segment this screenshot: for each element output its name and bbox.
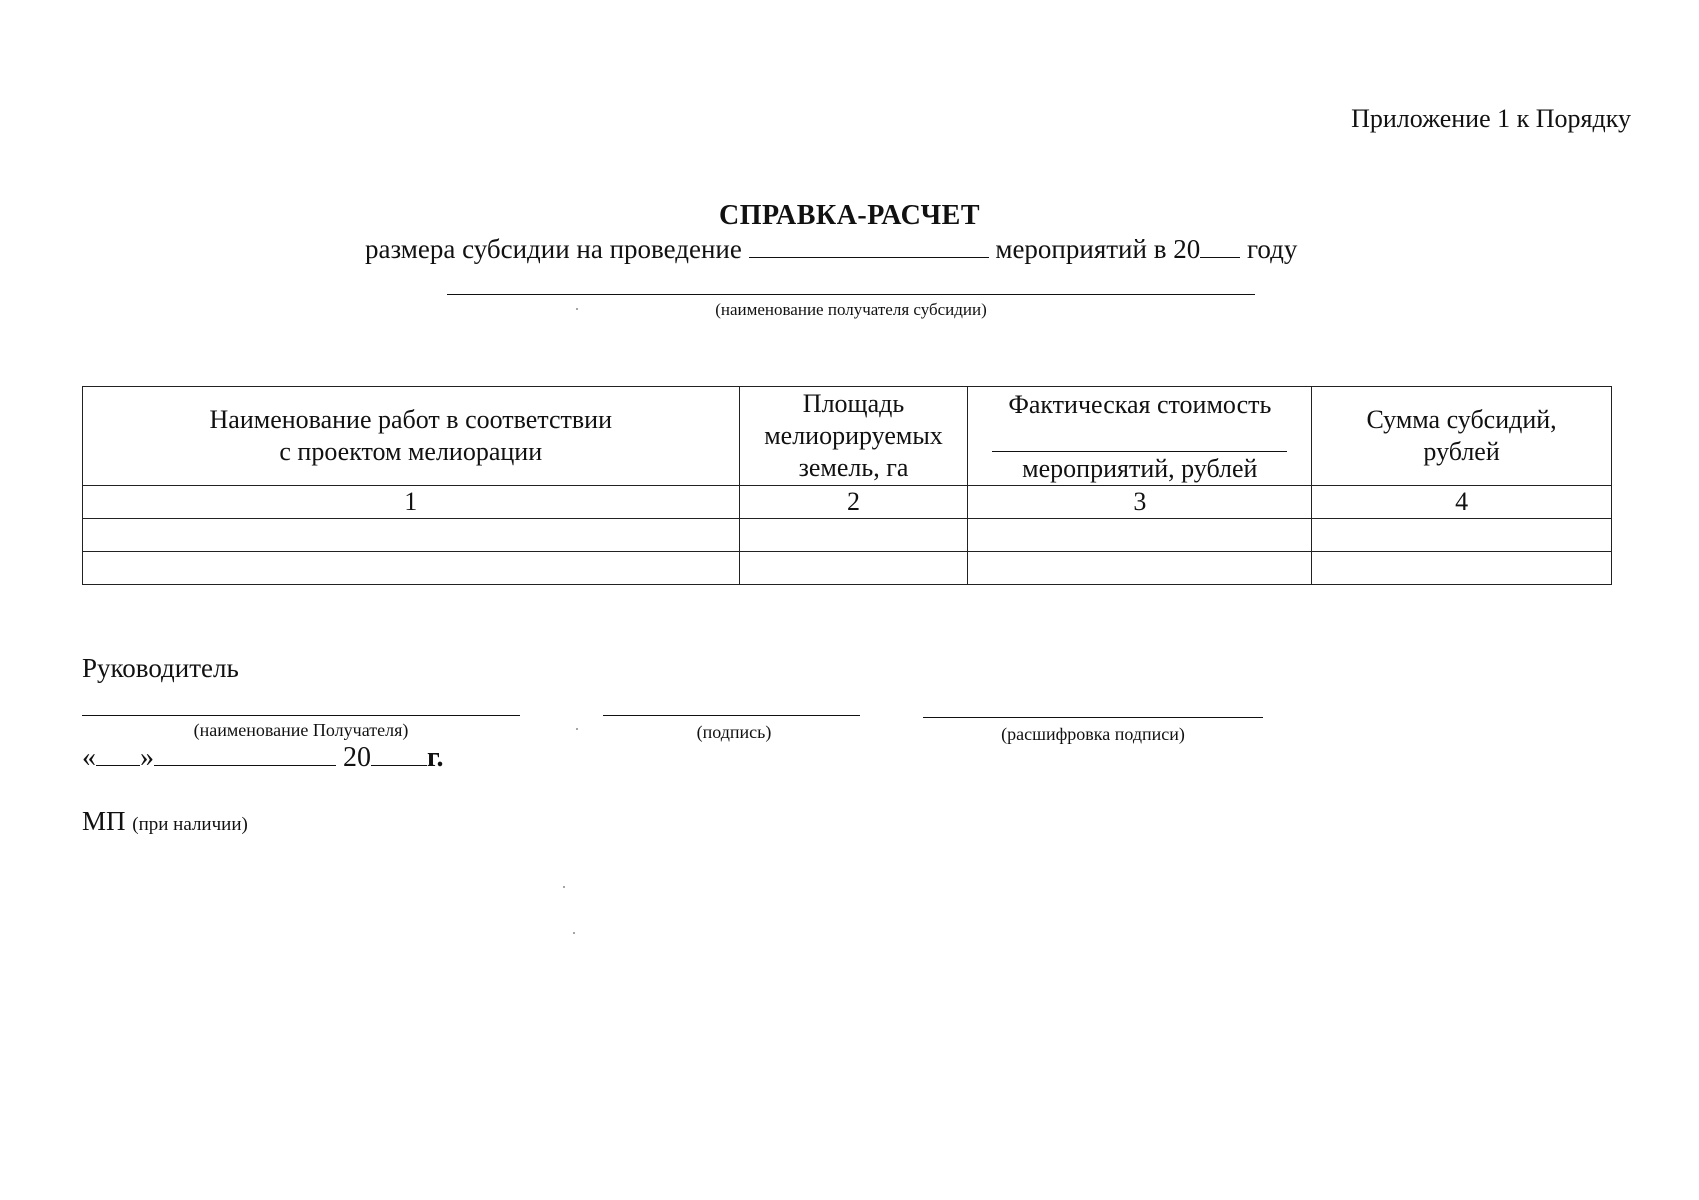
year-field[interactable]: [1200, 235, 1240, 258]
signature-decoding-field[interactable]: [923, 717, 1263, 718]
recipient-name-field[interactable]: [447, 294, 1255, 295]
table-cell[interactable]: [83, 519, 740, 552]
table-cell[interactable]: [968, 519, 1312, 552]
header-cost-top: Фактическая стоимость: [1008, 390, 1272, 419]
table-cell[interactable]: [83, 552, 740, 585]
header-cost: [968, 387, 1312, 486]
header-subsidy-line1: Сумма субсидий,: [1366, 405, 1557, 434]
subtitle-part2: мероприятий в 20: [995, 234, 1201, 264]
table-row: [83, 519, 1612, 552]
table-cell[interactable]: [1312, 519, 1612, 552]
stamp-place: [82, 806, 248, 837]
day-field[interactable]: [96, 741, 140, 766]
scan-speck: [576, 308, 578, 310]
header-area-line3: земель, га: [798, 453, 909, 482]
activity-type-field[interactable]: [749, 235, 989, 258]
header-cost-divider: [992, 451, 1287, 452]
header-cost-bottom: мероприятий, рублей: [1022, 454, 1258, 483]
table-header-row: [83, 387, 1612, 486]
date-year-suffix: г.: [427, 742, 444, 773]
header-works: [83, 387, 740, 486]
scan-speck: [563, 886, 565, 888]
table-cell[interactable]: [1312, 552, 1612, 585]
recipient-caption: (наименование получателя субсидии): [715, 300, 987, 319]
date-close-quote: »: [140, 742, 154, 773]
month-field[interactable]: [154, 741, 336, 766]
signature-decoding-caption: (расшифровка подписи): [1001, 724, 1185, 744]
signature-field[interactable]: [603, 715, 860, 716]
signature-caption: (подпись): [696, 722, 772, 742]
header-works-line2: с проектом мелиорации: [279, 437, 543, 466]
header-area: [739, 387, 968, 486]
header-works-line1: Наименование работ в соответствии: [209, 405, 612, 434]
column-number-row: [83, 486, 1612, 519]
column-number-3: 3: [968, 486, 1312, 519]
column-number-1: 1: [83, 486, 740, 519]
appendix-reference: Приложение 1 к Порядку: [1351, 104, 1631, 133]
table-row: [83, 552, 1612, 585]
header-subsidy-line2: рублей: [1423, 437, 1500, 466]
date-year-field[interactable]: [371, 741, 427, 766]
header-subsidy: [1312, 387, 1612, 486]
date-open-quote: «: [82, 742, 96, 773]
document-title: СПРАВКА-РАСЧЕТ: [718, 200, 981, 231]
subtitle-part1: размера субсидии на проведение: [365, 234, 742, 264]
column-number-2: 2: [739, 486, 968, 519]
document-subtitle: [365, 234, 1297, 265]
date-line: [82, 741, 444, 774]
stamp-label: МП: [82, 806, 126, 836]
scan-speck: [573, 932, 575, 934]
table-cell[interactable]: [739, 552, 968, 585]
header-area-line1: Площадь: [802, 389, 905, 418]
head-label: Руководитель: [82, 653, 239, 683]
recipient-name-signature-caption: (наименование Получателя): [193, 720, 409, 740]
date-year-prefix: 20: [343, 742, 371, 773]
calculation-table: [82, 386, 1612, 585]
table-cell[interactable]: [968, 552, 1312, 585]
subtitle-part3: году: [1246, 234, 1298, 264]
scan-speck: [576, 728, 578, 730]
stamp-note: (при наличии): [132, 814, 248, 835]
recipient-name-signature-field[interactable]: [82, 715, 520, 716]
table-cell[interactable]: [739, 519, 968, 552]
column-number-4: 4: [1312, 486, 1612, 519]
header-area-line2: мелиорируемых: [764, 421, 943, 450]
